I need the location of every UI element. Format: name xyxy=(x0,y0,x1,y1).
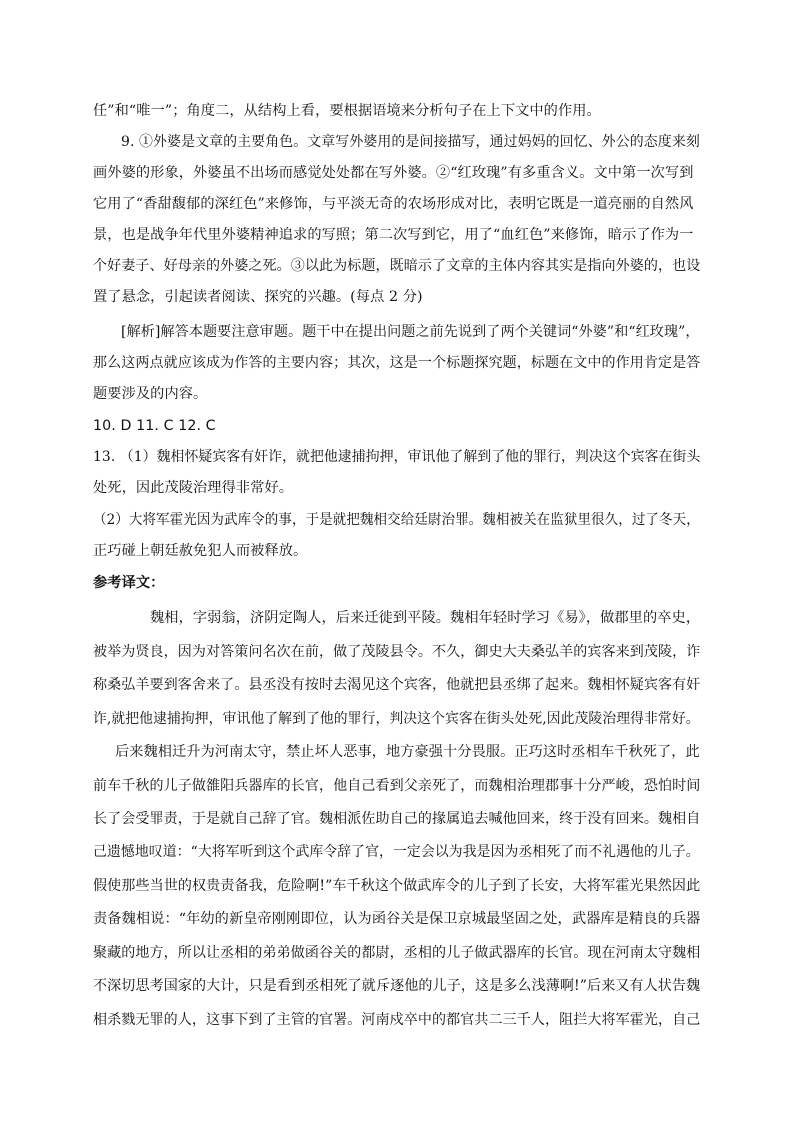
translation-line: 诈,就把他逮捕拘押，审讯他了解到了他的罪行，判决这个宾客在街头处死,因此茂陵治理得非常好。 xyxy=(93,711,700,727)
text-line: 处死，因此茂陵治理得非常好。 xyxy=(93,480,294,496)
text-line: 它用了“香甜馥郁的深红色”来修饰，与平淡无奇的农场形成对比，表明它既是一道亮丽的自然风 xyxy=(93,196,694,212)
translation-line: 责备魏相说：“年幼的新皇帝刚刚即位，认为函谷关是保卫京城最坚固之处，武器库是精良的兵器 xyxy=(93,911,701,927)
translation-line: 聚藏的地方，所以让丞相的弟弟做函谷关的都尉，丞相的儿子做武器库的长官。现在河南太守魏相 xyxy=(93,945,701,961)
answers-10-12: 10. D 11. C 12. C xyxy=(93,418,216,434)
translation-line: 假使那些当世的权贵责备我，危险啊!”车千秋这个做武库令的儿子到了长安，大将军霍光果然因此 xyxy=(93,878,701,894)
answer-13-part2: （2）大将军霍光因为武库令的事，于是就把魏相交给廷尉治罪。魏相被关在监狱里很久，过了冬天， xyxy=(93,512,700,528)
answer-13-line: 13. （1）魏相怀疑宾客有奸诈，就把他逮捕拘押，审讯他了解到了他的罪行，判决这个宾客在街头 xyxy=(93,449,701,465)
text-line: 置了悬念，引起读者阅读、探究的兴趣。(每点 2 分) xyxy=(93,289,423,305)
answer-9-line: 9. ①外婆是文章的主要角色。文章写外婆用的是间接描写，通过妈妈的回忆、外公的态度来刻 xyxy=(121,134,700,150)
translation-line: 己遗憾地叹道：“大将军听到这个武库令辞了官，一定会以为我是因为丞相死了而不礼遇他的儿子。 xyxy=(93,844,700,860)
translation-line: 魏相，字弱翁，济阴定陶人，后来迁徙到平陵。魏相年轻时学习《易》，做郡里的卒史， xyxy=(150,610,701,626)
translation-line: 后来魏相迁升为河南太守，禁止坏人恶事，地方豪强十分畏服。正巧这时丞相车千秋死了，此 xyxy=(115,744,700,760)
translation-line: 相杀戮无罪的人，这事下到了主管的官署。河南戍卒中的都官共二三千人，阻拦大将军霍光，自己 xyxy=(93,1012,701,1028)
reference-translation-heading: 参考译文： xyxy=(93,575,165,591)
text-line: 正巧碰上朝廷赦免犯人而被释放。 xyxy=(93,543,308,559)
text-line: 题要涉及的内容。 xyxy=(93,386,208,402)
text-line: 景，也是战争年代里外婆精神追求的写照；第二次写到它，用了“血红色”来修饰，暗示了作为一 xyxy=(93,227,694,243)
translation-line: 不深切思考国家的大计，只是看到丞相死了就斥逐他的儿子，这是多么浅薄啊!”后来又有人状告魏 xyxy=(93,978,701,994)
analysis-line: [解析]解答本题要注意审题。题干中在提出问题之前先说到了两个关键词“外婆”和“红玫瑰”， xyxy=(121,324,700,340)
text-line: 画外婆的形象，外婆虽不出场而感觉处处都在写外婆。②“红玫瑰”有多重含义。文中第一次写到 xyxy=(93,165,694,181)
text-line: 个好妻子、好母亲的外婆之死。③以此为标题，既暗示了文章的主体内容其实是指向外婆的，也设 xyxy=(93,258,701,274)
text-line: 任”和“唯一”；角度二，从结构上看，要根据语境来分析句子在上下文中的作用。 xyxy=(93,103,601,119)
text-line: 那么这两点就应该成为作答的主要内容；其次，这是一个标题探究题，标题在文中的作用肯定是答 xyxy=(93,355,701,371)
translation-line: 前车千秋的儿子做雒阳兵器库的长官，他自己看到父亲死了，而魏相治理郡事十分严峻，恐怕时间 xyxy=(93,778,701,794)
translation-line: 长了会受罪责，于是就自己辞了官。魏相派佐助自己的掾属追去喊他回来，终于没有回来。魏相自 xyxy=(93,811,701,827)
translation-line: 称桑弘羊要到客舍来了。县丞没有按时去渴见这个宾客，他就把县丞绑了起来。魏相怀疑宾客有奸 xyxy=(93,677,701,693)
translation-line: 被举为贤良，因为对答策问名次在前，做了茂陵县令。不久，御史大夫桑弘羊的宾客来到茂陵，诈 xyxy=(93,644,701,660)
